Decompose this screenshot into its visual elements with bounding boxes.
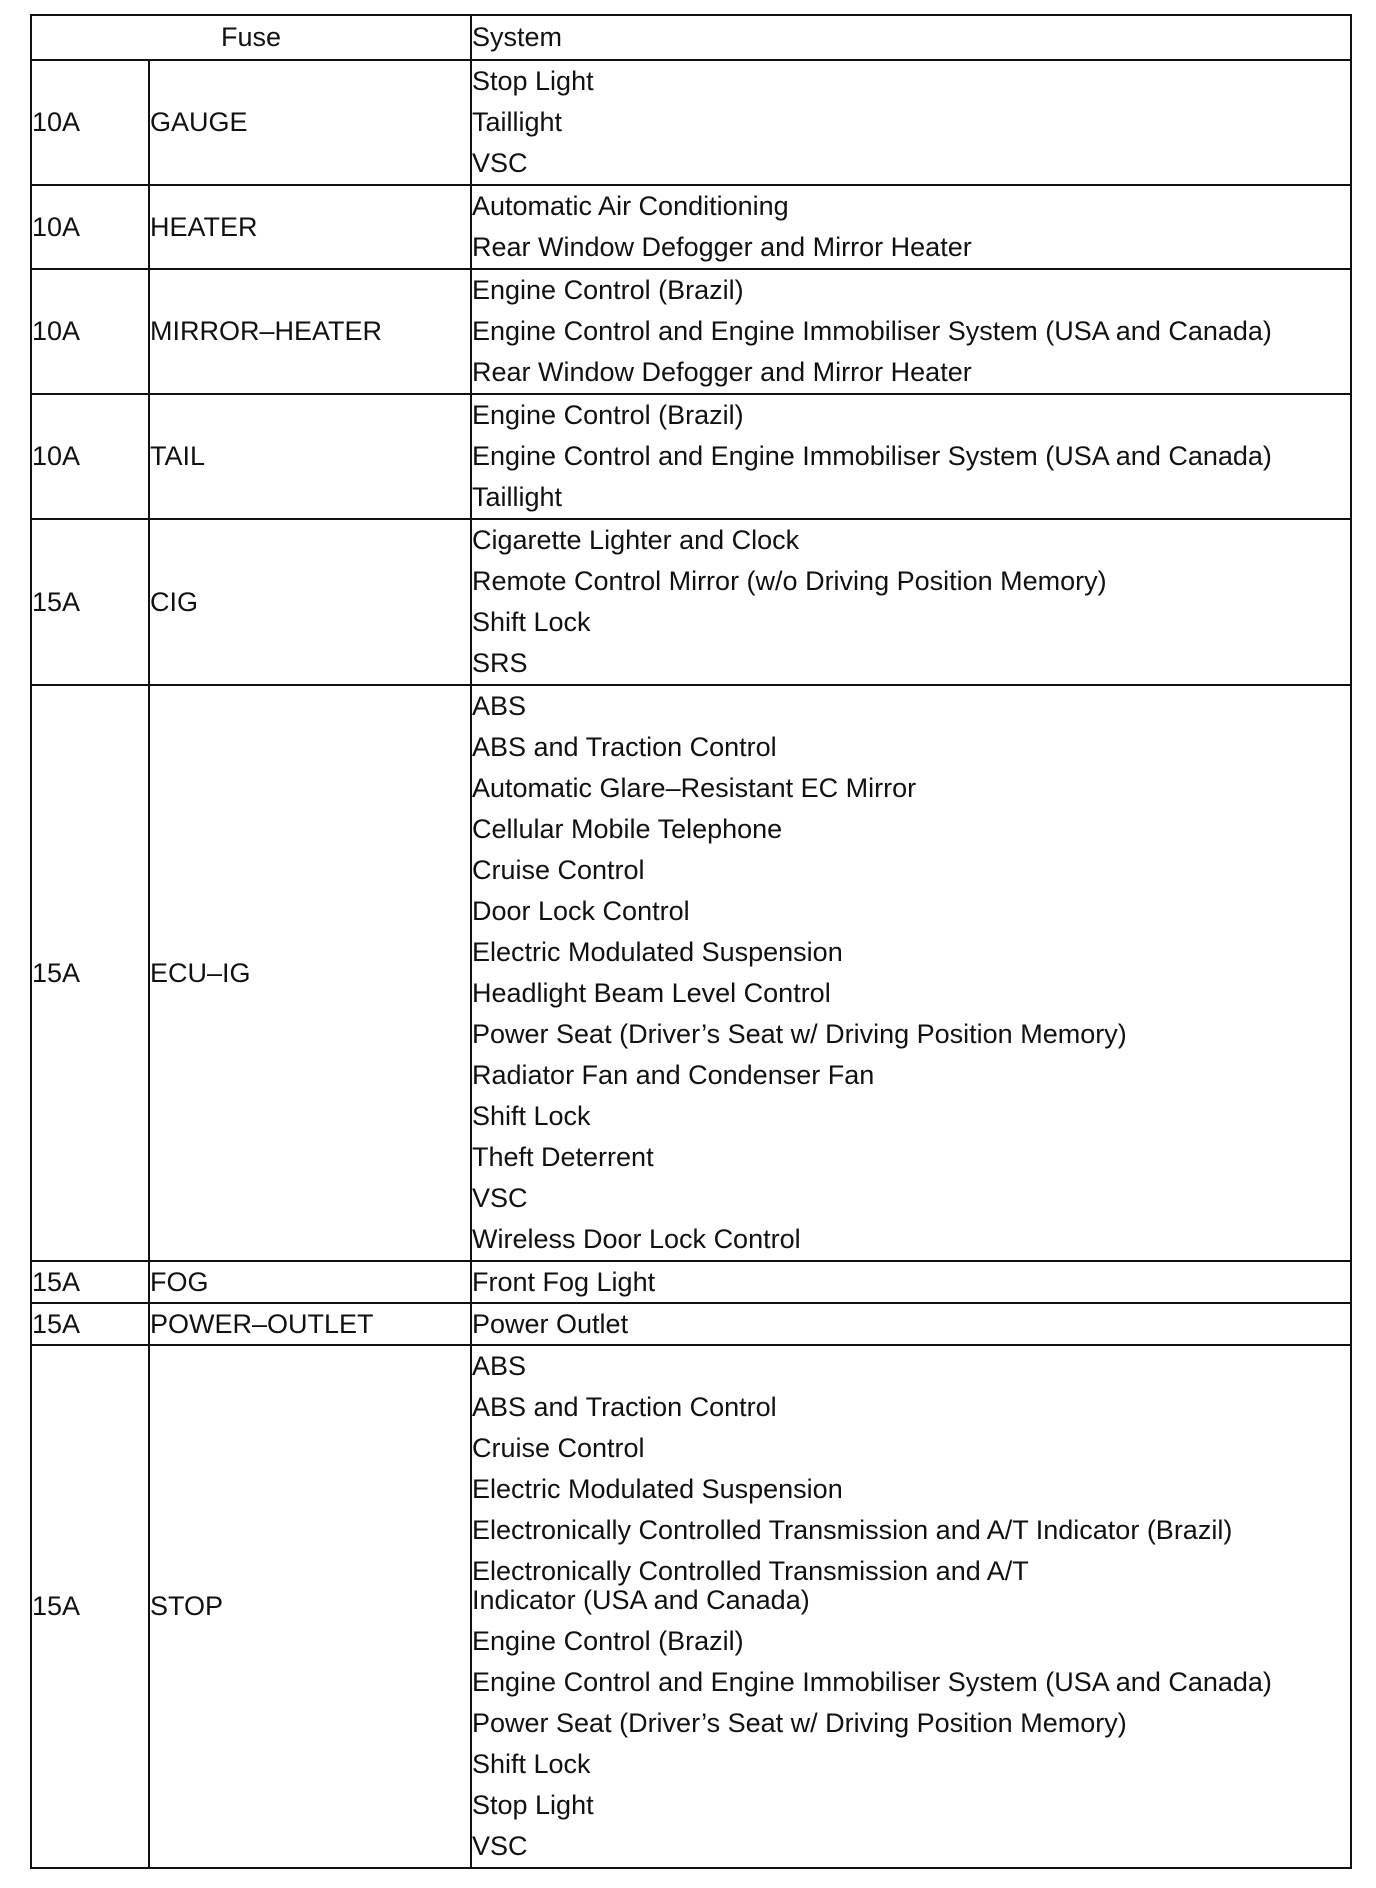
system-item: ABS [472, 691, 527, 721]
system-item: VSC [472, 1183, 528, 1213]
system-item: Engine Control and Engine Immobiliser System (USA and Canada) [472, 1667, 1272, 1697]
system-item: Stop Light [472, 66, 594, 96]
system-item: VSC [472, 148, 528, 178]
fuse-table-page [30, 14, 1350, 1872]
system-list [471, 394, 1351, 519]
system-item: Electric Modulated Suspension [472, 937, 843, 967]
fuse-table [30, 14, 1352, 1869]
system-item: Theft Deterrent [472, 1142, 654, 1172]
system-item: Cruise Control [472, 855, 645, 885]
fuse-table-body [31, 60, 1351, 1868]
system-item: Cruise Control [472, 1433, 645, 1463]
system-list [471, 1303, 1351, 1345]
fuse-amperage: 10A [31, 60, 149, 185]
system-item: Wireless Door Lock Control [472, 1224, 801, 1254]
fuse-name: MIRROR–HEATER [149, 269, 471, 394]
fuse-name: POWER–OUTLET [149, 1303, 471, 1345]
system-item: VSC [472, 1831, 528, 1861]
table-row [31, 519, 1351, 685]
system-column-header: System [471, 15, 1351, 60]
fuse-name: GAUGE [149, 60, 471, 185]
system-item: Engine Control and Engine Immobiliser System (USA and Canada) [472, 316, 1272, 346]
system-item: Headlight Beam Level Control [472, 978, 831, 1008]
fuse-name: CIG [149, 519, 471, 685]
table-header-row [31, 15, 1351, 60]
system-item: Engine Control (Brazil) [472, 400, 744, 430]
fuse-amperage: 15A [31, 1345, 149, 1868]
fuse-amperage: 10A [31, 269, 149, 394]
system-item: Shift Lock [472, 1749, 591, 1779]
system-list [471, 269, 1351, 394]
system-item: Rear Window Defogger and Mirror Heater [472, 232, 972, 262]
fuse-amperage: 10A [31, 185, 149, 269]
fuse-amperage: 15A [31, 519, 149, 685]
system-list [471, 1345, 1351, 1868]
fuse-name: STOP [149, 1345, 471, 1868]
system-item: Radiator Fan and Condenser Fan [472, 1060, 875, 1090]
system-item: ABS and Traction Control [472, 1392, 777, 1422]
system-list [471, 1261, 1351, 1303]
system-item: Cellular Mobile Telephone [472, 814, 783, 844]
table-row [31, 269, 1351, 394]
fuse-amperage: 15A [31, 1303, 149, 1345]
system-list [471, 60, 1351, 185]
table-row [31, 394, 1351, 519]
system-item: Electronically Controlled Transmission and A/T Indicator (Brazil) [472, 1515, 1233, 1545]
system-list [471, 685, 1351, 1261]
system-item: Engine Control (Brazil) [472, 275, 744, 305]
fuse-name: FOG [149, 1261, 471, 1303]
fuse-amperage: 15A [31, 685, 149, 1261]
system-item: Engine Control and Engine Immobiliser System (USA and Canada) [472, 441, 1272, 471]
system-item: ABS and Traction Control [472, 732, 777, 762]
system-item: Rear Window Defogger and Mirror Heater [472, 357, 972, 387]
system-item: Power Seat (Driver’s Seat w/ Driving Position Memory) [472, 1019, 1127, 1049]
table-row [31, 185, 1351, 269]
fuse-amperage: 15A [31, 1261, 149, 1303]
system-item: Shift Lock [472, 1101, 591, 1131]
table-row [31, 1345, 1351, 1868]
table-row [31, 1261, 1351, 1303]
system-item: Electronically Controlled Transmission and A/T Indicator (USA and Canada) [472, 1556, 1029, 1615]
system-item: Taillight [472, 107, 563, 137]
system-item: SRS [472, 648, 528, 678]
system-list [471, 185, 1351, 269]
fuse-column-header: Fuse [31, 15, 471, 60]
system-item: Power Seat (Driver’s Seat w/ Driving Position Memory) [472, 1708, 1127, 1738]
system-item: ABS [472, 1351, 527, 1381]
system-item: Automatic Glare–Resistant EC Mirror [472, 773, 917, 803]
system-item: Electric Modulated Suspension [472, 1474, 843, 1504]
system-item: Remote Control Mirror (w/o Driving Position Memory) [472, 566, 1107, 596]
table-row [31, 60, 1351, 185]
fuse-amperage: 10A [31, 394, 149, 519]
table-row [31, 1303, 1351, 1345]
system-item: Shift Lock [472, 607, 591, 637]
fuse-name: TAIL [149, 394, 471, 519]
system-item: Stop Light [472, 1790, 594, 1820]
system-item: Automatic Air Conditioning [472, 191, 789, 221]
fuse-name: ECU–IG [149, 685, 471, 1261]
fuse-name: HEATER [149, 185, 471, 269]
system-item: Cigarette Lighter and Clock [472, 525, 800, 555]
system-list [471, 519, 1351, 685]
system-item: Power Outlet [472, 1309, 629, 1339]
system-item: Door Lock Control [472, 896, 690, 926]
system-item: Engine Control (Brazil) [472, 1626, 744, 1656]
system-item: Taillight [472, 482, 563, 512]
system-item: Front Fog Light [472, 1267, 656, 1297]
table-row [31, 685, 1351, 1261]
